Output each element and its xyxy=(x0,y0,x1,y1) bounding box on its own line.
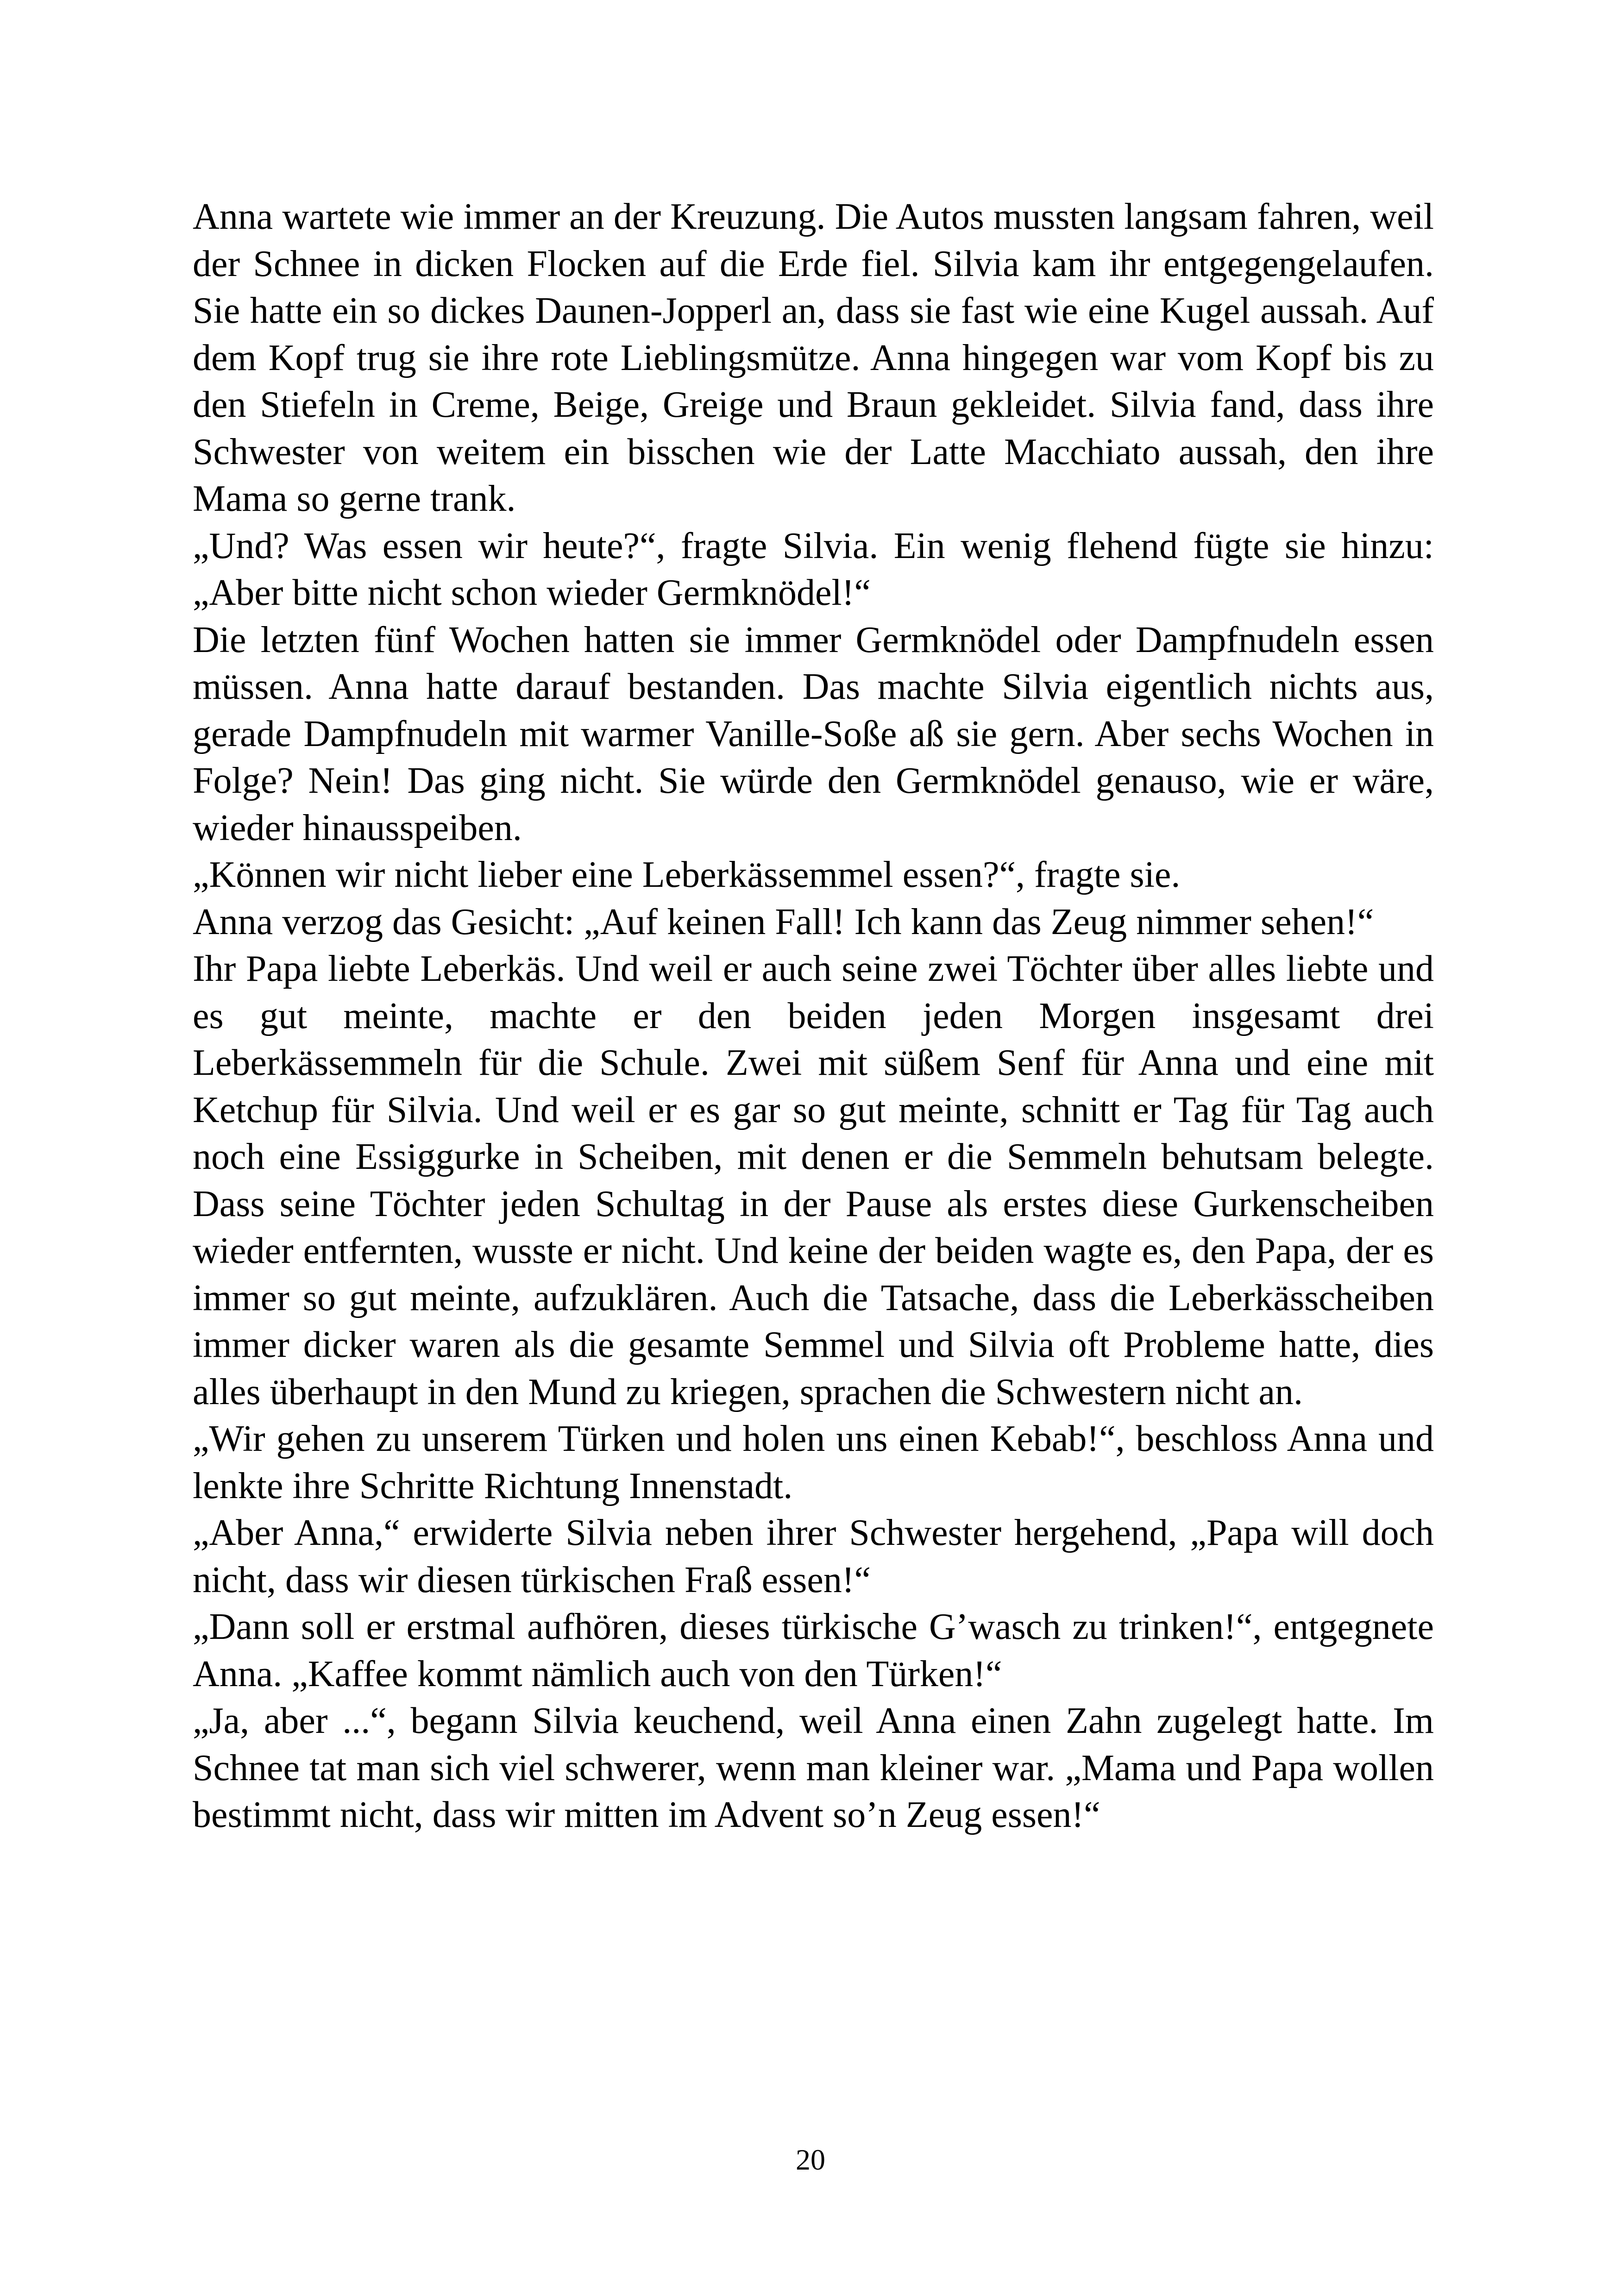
paragraph: „Und? Was essen wir heute?“, fragte Silvia. Ein wenig flehend fügte sie hinzu: „Aber bitte nicht schon wieder Germknödel!“ xyxy=(193,525,1434,613)
paragraph: Die letzten fünf Wochen hatten sie immer Germknödel oder Dampfnudeln essen müssen. Anna hatte darauf bestanden. Das machte Silvia eigentlich nichts aus, gerade Dampfnudeln mit warmer Vanille-Soße aß sie gern. Aber sechs Wochen in Folge? Nein! Das ging nicht. Sie würde den Germknödel genauso, wie er wäre, wieder hinausspeiben. xyxy=(193,619,1434,848)
paragraph: „Ja, aber ...“, begann Silvia keuchend, weil Anna einen Zahn zugelegt hatte. Im Schnee tat man sich viel schwerer, wenn man kleiner war. „Mama und Papa wollen bestimmt nicht, dass wir mitten im Advent so’n Zeug essen!“ xyxy=(193,1700,1434,1835)
paragraph: Anna wartete wie immer an der Kreuzung. Die Autos mussten langsam fahren, weil der Schnee in dicken Flocken auf die Erde fiel. Silvia kam ihr entgegengelaufen. Sie hatte ein so dickes Daunen-Jopperl an, dass sie fast wie eine Kugel aussah. Auf dem Kopf trug sie ihre rote Lieblingsmütze. Anna hingegen war vom Kopf bis zu den Stiefeln in Creme, Beige, Greige und Braun gekleidet. Silvia fand, dass ihre Schwester von weitem ein bisschen wie der Latte Macchiato aussah, den ihre Mama so gerne trank. xyxy=(193,196,1434,519)
paragraph: „Dann soll er erstmal aufhören, dieses türkische G’wasch zu trinken!“, entgegnete Anna. „Kaffee kommt nämlich auch von den Türken!“ xyxy=(193,1606,1434,1694)
paragraph: „Können wir nicht lieber eine Leberkässemmel essen?“, fragte sie. xyxy=(193,854,1181,895)
page-number: 20 xyxy=(796,2143,825,2176)
paragraph: Ihr Papa liebte Leberkäs. Und weil er auch seine zwei Töchter über alles liebte und es gut meinte, machte er den beiden jeden Morgen insgesamt drei Leberkässemmeln für die Schule. Zwei mit süßem Senf für Anna und eine mit Ketchup für Silvia. Und weil er es gar so gut meinte, schnitt er Tag für Tag auch noch eine Essiggurke in Scheiben, mit denen er die Semmeln behutsam belegte. Dass seine Töchter jeden Schultag in der Pause als erstes diese Gurkenscheiben wieder entfernten, wusste er nicht. Und keine der beiden wagte es, den Papa, der es immer so gut meinte, aufzuklären. Auch die Tatsache, dass die Leberkässcheiben immer dicker waren als die gesamte Semmel und Silvia oft Probleme hatte, dies alles überhaupt in den Mund zu kriegen, sprachen die Schwestern nicht an. xyxy=(193,948,1434,1412)
paragraph: „Wir gehen zu unserem Türken und holen uns einen Kebab!“, beschloss Anna und lenkte ihre Schritte Richtung Innenstadt. xyxy=(193,1418,1434,1506)
paragraph: Anna verzog das Gesicht: „Auf keinen Fall! Ich kann das Zeug nimmer sehen!“ xyxy=(193,901,1374,942)
story-text xyxy=(193,194,1434,1839)
paragraph: „Aber Anna,“ erwiderte Silvia neben ihrer Schwester hergehend, „Papa will doch nicht, dass wir diesen türkischen Fraß essen!“ xyxy=(193,1512,1434,1600)
